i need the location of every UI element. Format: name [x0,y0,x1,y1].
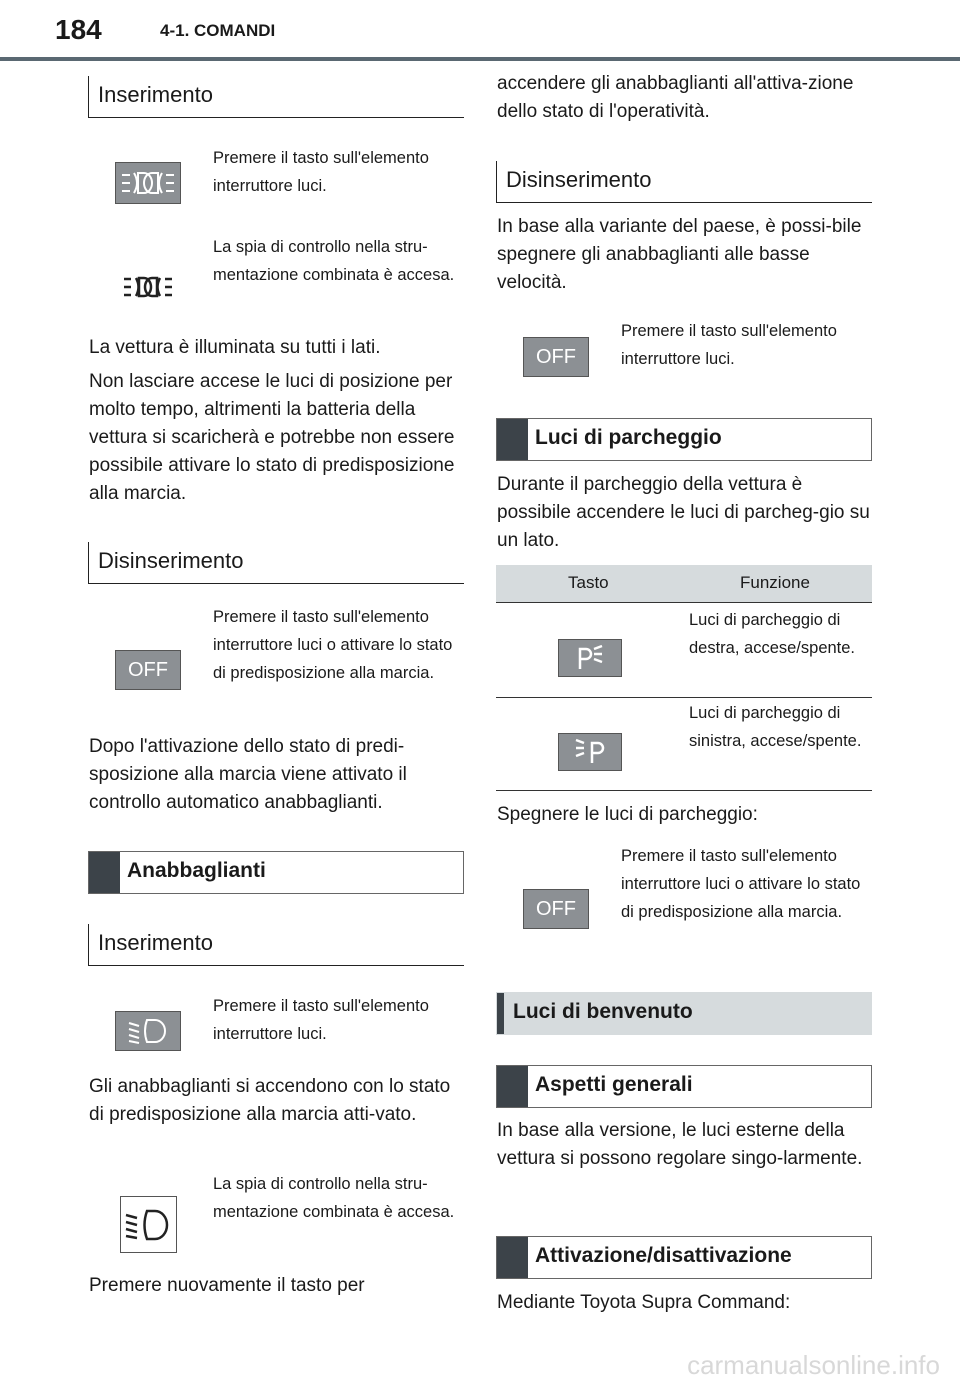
position-lights-icon [118,168,178,198]
table-rule [496,697,872,698]
section-heading-attivazione: Attivazione/disattivazione [496,1236,872,1279]
paragraph: Premere nuovamente il tasto per [89,1275,365,1296]
subheading-inserimento: Inserimento [88,924,464,966]
subheading-disinserimento: Disinserimento [88,542,464,584]
low-beam-icon [123,1016,173,1046]
parking-light-left-icon [570,737,610,767]
paragraph: In base alla versione, le luci esterne della vettura si possono regolare singo-larmente. [497,1120,863,1169]
row-text: Premere il tasto sull'elemento interruttore luci. [213,997,429,1043]
page-number: 184 [55,14,102,45]
table-header [496,565,872,602]
watermark: carmanualsonline.info [687,1350,940,1380]
table-rule [496,790,872,791]
column-header-funzione: Funzione [740,573,810,592]
section-heading-aspetti-generali: Aspetti generali [496,1065,872,1108]
subheading-inserimento: Inserimento [88,76,464,118]
paragraph: In base alla variante del paese, è possi-bile spegnere gli anabbaglianti alle basse velocità. [497,216,862,293]
table-rule [496,602,872,603]
column-header-tasto: Tasto [568,573,609,592]
paragraph: accendere gli anabbaglianti all'attiva-zione dello stato di l'operatività. [497,73,854,122]
row-text: La spia di controllo nella stru-mentazione combinata è accesa. [213,1175,455,1221]
section-heading-anabbaglianti: Anabbaglianti [88,851,464,894]
subheading-disinserimento: Disinserimento [496,161,872,203]
paragraph: La vettura è illuminata su tutti i lati. [89,337,381,358]
table-cell: Luci di parcheggio di sinistra, accese/spente. [689,704,862,750]
position-lights-indicator-icon [118,270,178,304]
paragraph: Spegnere le luci di parcheggio: [497,804,758,825]
paragraph: Gli anabbaglianti si accendono con lo stato di predisposizione alla marcia atti-vato. [89,1076,451,1125]
row-text: La spia di controllo nella stru-mentazione combinata è accesa. [213,238,455,284]
row-text: Premere il tasto sull'elemento interruttore luci. [213,149,429,195]
low-beam-button [115,1011,181,1051]
paragraph: Mediante Toyota Supra Command: [497,1292,791,1313]
header-rule [0,57,960,61]
off-button: OFF [115,650,181,690]
off-button: OFF [523,889,589,929]
paragraph: Durante il parcheggio della vettura è possibile accendere le luci di parcheg-gio su un lato. [497,474,870,551]
paragraph: Non lasciare accese le luci di posizione per molto tempo, altrimenti la batteria della vettura si scaricherà e potrebbe non essere possibile attivare lo stato di predisposizione alla marcia. [89,371,455,504]
off-button: OFF [523,337,589,377]
row-text: Premere il tasto sull'elemento interruttore luci. [621,322,837,368]
row-text: Premere il tasto sull'elemento interruttore luci o attivare lo stato di predisposizione alla marcia. [621,847,861,921]
chapter-title: 4-1. COMANDI [160,21,276,40]
position-light-button [115,162,181,204]
low-beam-indicator-icon [120,1196,177,1253]
parking-light-right-button [558,639,622,677]
section-heading-luci-di-benvenuto: Luci di benvenuto [496,992,872,1035]
row-text: Premere il tasto sull'elemento interruttore luci o attivare lo stato di predisposizione alla marcia. [213,608,453,682]
parking-light-right-icon [570,643,610,673]
section-heading-luci-di-parcheggio: Luci di parcheggio [496,418,872,461]
parking-light-left-button [558,733,622,771]
paragraph: Dopo l'attivazione dello stato di predi-sposizione alla marcia viene attivato il controllo automatico anabbaglianti. [89,736,407,813]
table-cell: Luci di parcheggio di destra, accese/spente. [689,611,856,657]
